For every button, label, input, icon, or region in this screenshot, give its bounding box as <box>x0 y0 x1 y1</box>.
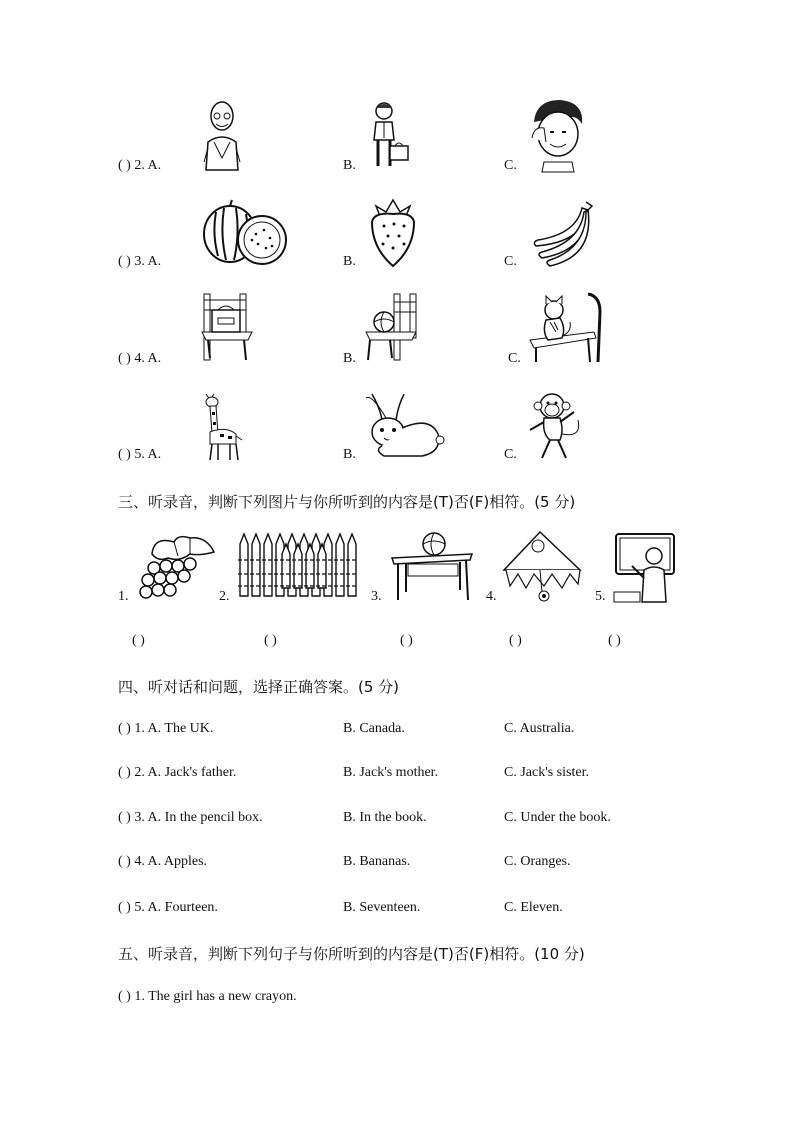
question-row <box>0 900 794 920</box>
section-4-title: 四、听对话和问题，选择正确答案。(5 分) <box>118 678 400 696</box>
option-b-label: B. <box>343 447 356 462</box>
question-option-a: ( ) 3. A. In the pencil box. <box>118 810 263 825</box>
question-option-a: ( ) 5. A. Fourteen. <box>118 900 218 915</box>
question-option-b: B. Jack's mother. <box>343 765 439 780</box>
question-option-c: C. Eleven. <box>504 900 563 915</box>
option-c-label: C. <box>504 158 517 173</box>
question-row <box>0 721 794 741</box>
question-prefix: ( ) 3. A. <box>118 254 162 269</box>
sentence-row <box>0 989 794 1009</box>
question-option-b: B. In the book. <box>343 810 427 825</box>
question-option-a: ( ) 1. A. The UK. <box>118 721 214 736</box>
question-option-c: C. Jack's sister. <box>504 765 589 780</box>
item-number: 5. <box>595 589 606 604</box>
rabbit-picture <box>364 390 446 462</box>
crayons-picture <box>236 530 358 600</box>
question-option-a: ( ) 2. A. Jack's father. <box>118 765 237 780</box>
item-number: 3. <box>371 589 382 604</box>
question-prefix: ( ) 5. A. <box>118 447 162 462</box>
question-option-c: C. Australia. <box>504 721 575 736</box>
option-b-label: B. <box>343 254 356 269</box>
question-prefix: ( ) 4. A. <box>118 351 162 366</box>
answer-paren[interactable]: ( ) <box>264 633 277 648</box>
answer-paren[interactable]: ( ) <box>509 633 522 648</box>
question-row <box>0 810 794 830</box>
question-option-c: C. Under the book. <box>504 810 611 825</box>
question-option-b: B. Canada. <box>343 721 405 736</box>
question-row <box>0 854 794 874</box>
sentence-text: ( ) 1. The girl has a new crayon. <box>118 989 297 1004</box>
item-number: 2. <box>219 589 230 604</box>
businessman-picture <box>364 100 412 172</box>
item-number: 4. <box>486 589 497 604</box>
section-3-title: 三、听录音，判断下列图片与你所听到的内容是(T)否(F)相符。(5 分) <box>118 493 576 511</box>
answer-paren[interactable]: ( ) <box>400 633 413 648</box>
teacher-at-board-picture <box>612 530 678 602</box>
bananas-picture <box>526 198 598 268</box>
answer-paren[interactable]: ( ) <box>608 633 621 648</box>
question-option-b: B. Seventeen. <box>343 900 421 915</box>
question-row <box>0 765 794 785</box>
kite-picture <box>500 530 584 604</box>
strawberry-picture <box>366 196 420 268</box>
ball-on-desk-picture <box>390 530 474 602</box>
question-prefix: ( ) 2. A. <box>118 158 162 173</box>
boy-thinking-picture <box>526 98 588 172</box>
question-option-c: C. Oranges. <box>504 854 571 869</box>
grapes-picture <box>134 532 218 604</box>
option-c-label: C. <box>508 351 521 366</box>
answer-paren[interactable]: ( ) <box>132 633 145 648</box>
item-number: 1. <box>118 589 129 604</box>
option-c-label: C. <box>504 254 517 269</box>
watermelon-picture <box>202 196 288 268</box>
monkey-picture <box>526 390 586 462</box>
section-5-title: 五、听录音，判断下列句子与你所听到的内容是(T)否(F)相符。(10 分) <box>118 945 585 963</box>
cat-on-chair-picture <box>528 292 604 364</box>
question-option-a: ( ) 4. A. Apples. <box>118 854 208 869</box>
chair-with-ball-picture <box>364 292 418 362</box>
question-option-b: B. Bananas. <box>343 854 411 869</box>
grandfather-picture <box>198 98 246 170</box>
option-b-label: B. <box>343 351 356 366</box>
option-b-label: B. <box>343 158 356 173</box>
option-c-label: C. <box>504 447 517 462</box>
giraffe-picture <box>200 390 244 462</box>
chair-with-bag-picture <box>200 292 254 362</box>
